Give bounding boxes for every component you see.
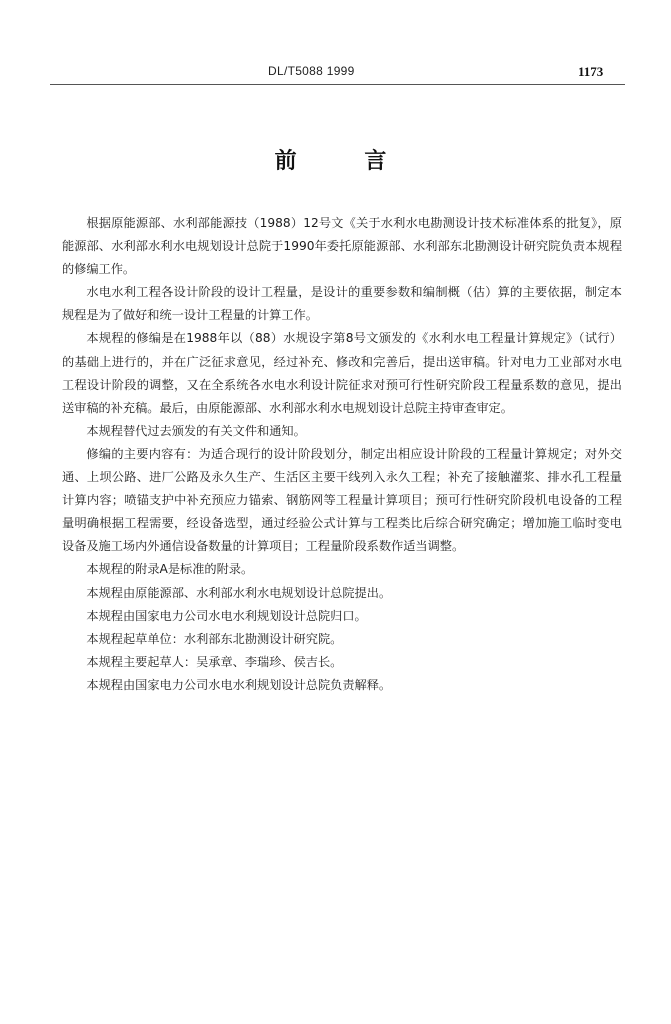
- paragraph: 根据原能源部、水利部能源技（1988）12号文《关于水利水电勘测设计技术标准体系的批复》，原能源部、水利部水利水电规划设计总院于1990年委托原能源部、水利部东北勘测设计研究院负责本规程的修编工作。: [62, 216, 622, 277]
- standard-code: DL/T5088 1999: [268, 64, 355, 78]
- paragraph: 本规程替代过去颁发的有关文件和通知。: [86, 423, 306, 438]
- page-title: 前 言: [274, 149, 417, 174]
- preface-body: [62, 212, 622, 697]
- paragraph: 修编的主要内容有：为适合现行的设计阶段划分，制定出相应设计阶段的工程量计算规定；对外交通、上坝公路、进厂公路及永久生产、生活区主要干线列入永久工程；补充了接触灌浆、排水孔工程量计算内容；喷锚支护中补充预应力锚索、钢筋网等工程量计算项目；预可行性研究阶段机电设备的工程量明确根据工程需要，经设备选型，通过经验公式计算与工程类比后综合研究确定；增加施工临时变电设备及施工场内外通信设备数量的计算项目；工程量阶段系数作适当调整。: [62, 446, 622, 554]
- paragraph: 本规程由国家电力公司水电水利规划设计总院归口。: [86, 608, 367, 623]
- paragraph: 本规程起草单位：水利部东北勘测设计研究院。: [86, 631, 343, 646]
- header-divider: [50, 84, 625, 85]
- paragraph: 本规程的附录A是标准的附录。: [86, 562, 254, 577]
- paragraph: 本规程的修编是在1988年以（88）水规设字第8号文颁发的《水利水电工程量计算规定》（试行）的基础上进行的，并在广泛征求意见，经过补充、修改和完善后，提出送审稿。针对电力工业部对水电工程设计阶段的调整，又在全系统各水电水利设计院征求对预可行性研究阶段工程量系数的意见，提出送审稿的补充稿。最后，由原能源部、水利部水利水电规划设计总院主持审查审定。: [62, 331, 622, 415]
- paragraph: 本规程由国家电力公司水电水利规划设计总院负责解释。: [86, 677, 392, 692]
- paragraph: 水电水利工程各设计阶段的设计工程量，是设计的重要参数和编制概（估）算的主要依据，制定本规程是为了做好和统一设计工程量的计算工作。: [62, 285, 622, 323]
- paragraph: 本规程由原能源部、水利部水利水电规划设计总院提出。: [86, 585, 392, 600]
- paragraph: 本规程主要起草人：吴承章、李瑞珍、侯吉长。: [86, 654, 343, 669]
- page-number: 1173: [578, 64, 604, 79]
